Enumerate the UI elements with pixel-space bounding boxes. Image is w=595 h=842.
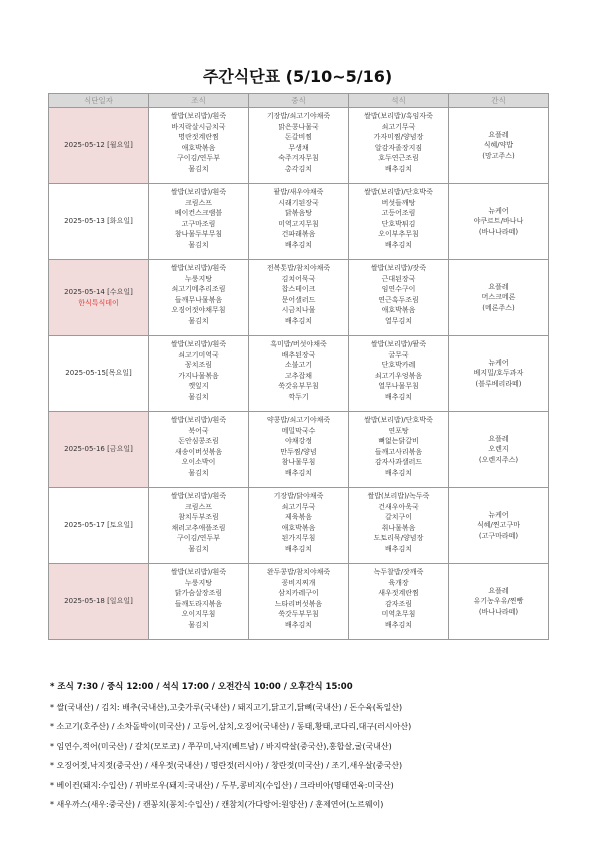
breakfast-item: 누룽지탕 — [184, 578, 213, 587]
breakfast-item: 크림스프 — [184, 198, 213, 207]
lunch-item: 전복톳밥/참치야채죽 — [266, 264, 331, 272]
lunch-item: 시금치나물 — [281, 306, 316, 315]
date-label: 2025-05-15[목요일] — [65, 369, 132, 378]
dinner-item: 감자사과샐러드 — [374, 458, 423, 467]
dinner-item: 녹두찰밥/잣깨죽 — [373, 568, 424, 576]
breakfast-item: 쌀밥(보리밥)/흰죽 — [170, 264, 227, 272]
lunch-item: 총각김치 — [284, 164, 313, 173]
header-dinner: 석식 — [349, 94, 449, 108]
lunch-cell — [249, 412, 349, 488]
snack-item: (망고주스) — [482, 151, 515, 160]
lunch-item: 배추김치 — [284, 544, 313, 553]
lunch-item: 쑥갓두부무침 — [278, 610, 319, 619]
lunch-item: 흑미밥/버섯야채죽 — [270, 340, 327, 348]
lunch-item: 기장밥/닭야채죽 — [273, 492, 324, 500]
dinner-cell — [349, 336, 449, 412]
dinner-item: 갈치구이 — [384, 513, 413, 522]
dinner-item: 알감자졸장지짐 — [374, 143, 423, 152]
origin-note: * 소고기(호주산) / 소차돌박이(미국산) / 고등어,삼치,오징어(국내산) / 동태,황태,코다리,대구(러시아산) — [50, 722, 412, 731]
dinner-item: 배추김치 — [384, 392, 413, 401]
snack-item: 요플레 — [488, 586, 509, 595]
breakfast-item: 고구마조림 — [181, 219, 216, 228]
snack-item: 뉴케어 — [488, 206, 509, 215]
snack-item: 머스크메론 — [481, 293, 516, 302]
breakfast-item: 쌀밥(보리밥)/흰죽 — [170, 340, 227, 348]
snack-item: 야쿠르트/바나나 — [473, 217, 524, 226]
lunch-item: 돈갈비찜 — [284, 133, 313, 142]
snack-cell — [449, 564, 549, 640]
snack-item: (오렌지주스) — [478, 455, 519, 464]
date-cell — [49, 260, 149, 336]
dinner-item: 단호박튀김 — [381, 219, 416, 228]
header-date: 식단일자 — [49, 94, 149, 108]
breakfast-item: 구이김/연두부 — [177, 534, 220, 543]
header-lunch: 중식 — [249, 94, 349, 108]
menu-table — [48, 93, 549, 640]
snack-item: 베지밀/호두과자 — [473, 369, 524, 378]
meal-time-note: * 조식 7:30 / 중식 12:00 / 석식 17:00 / 오전간식 10:00 / 오후간식 15:00 — [50, 682, 353, 692]
dinner-item: 고등어조림 — [381, 209, 416, 218]
snack-item: (바나나라떼) — [478, 227, 519, 236]
lunch-item: 배추김치 — [284, 620, 313, 629]
dinner-item: 근대된장국 — [381, 274, 416, 283]
snack-item: (메론주스) — [482, 303, 515, 312]
breakfast-item: 쇠고기미역국 — [178, 350, 219, 359]
lunch-item: 쇠고기무국 — [281, 502, 316, 511]
dinner-cell — [349, 260, 449, 336]
breakfast-item: 북어국 — [188, 426, 209, 435]
lunch-item: 메밀막국수 — [281, 426, 316, 435]
dinner-item: 단호박카레 — [381, 361, 416, 370]
dinner-item: 배추김치 — [384, 468, 413, 477]
breakfast-item: 쌀밥(보리밥)/흰죽 — [170, 568, 227, 576]
breakfast-item: 들깨도라지볶음 — [174, 599, 223, 608]
lunch-item: 맑은콩나물국 — [278, 122, 319, 131]
lunch-item: 문어샐러드 — [281, 295, 316, 304]
table-row — [49, 488, 549, 564]
dinner-item: 굴무국 — [388, 350, 409, 359]
breakfast-item: 오이지무침 — [181, 610, 216, 619]
breakfast-item: 물김치 — [188, 392, 209, 401]
lunch-item: 야채강정 — [284, 437, 313, 446]
breakfast-item: 들깨무나물볶음 — [174, 295, 223, 304]
breakfast-cell — [149, 184, 249, 260]
breakfast-item: 물김치 — [188, 164, 209, 173]
dinner-item: 연포탕 — [388, 426, 409, 435]
breakfast-item: 베이컨스크램블 — [174, 209, 223, 218]
breakfast-item: 물김치 — [188, 468, 209, 477]
lunch-item: 된가지무침 — [281, 534, 316, 543]
lunch-item: 약콩밥/쇠고기야채죽 — [266, 416, 331, 424]
table-row — [49, 564, 549, 640]
date-cell — [49, 488, 149, 564]
breakfast-item: 가지나물볶음 — [178, 371, 219, 380]
breakfast-item: 쌀밥(보리밥)/흰죽 — [170, 416, 227, 424]
breakfast-item: 채러고추애플조림 — [171, 523, 226, 532]
table-row — [49, 184, 549, 260]
dinner-item: 열무김치 — [384, 316, 413, 325]
date-cell — [49, 108, 149, 184]
breakfast-item: 깻잎지 — [188, 382, 209, 391]
date-label: 2025-05-12 [월요일] — [64, 141, 133, 150]
origin-note: * 새우까스(새우:중국산) / 캔꽁치(꽁치:수입산) / 캔참치(가다랑어:원양산) / 훈제연어(노르웨이) — [50, 800, 384, 809]
dinner-item: 임연수구이 — [381, 285, 416, 294]
dinner-item: 육개장 — [388, 578, 409, 587]
dinner-item: 쇠고기무국 — [381, 122, 416, 131]
date-label: 2025-05-14 [수요일] — [64, 287, 133, 296]
dinner-item: 버섯들깨탕 — [381, 198, 416, 207]
lunch-item: 애호박볶음 — [281, 523, 316, 532]
header-breakfast: 조식 — [149, 94, 249, 108]
breakfast-cell — [149, 412, 249, 488]
lunch-item: 제육볶음 — [284, 513, 313, 522]
lunch-item: 배추된장국 — [281, 350, 316, 359]
page-title: 주간식단표 (5/10~5/16) — [202, 67, 393, 86]
lunch-item: 꽁비지찌개 — [281, 578, 316, 587]
dinner-item: 쌀밥(보리밥)/흑임자죽 — [364, 112, 433, 120]
snack-item: (바나나라떼) — [478, 607, 519, 616]
date-label: 2025-05-18 [일요일] — [64, 597, 133, 606]
breakfast-item: 바지락살시금치국 — [171, 122, 226, 131]
snack-cell — [449, 488, 549, 564]
dinner-item: 호두연근조림 — [378, 154, 419, 163]
snack-cell — [449, 260, 549, 336]
snack-cell — [449, 108, 549, 184]
dinner-item: 새우젓계란찜 — [378, 589, 419, 598]
dinner-item: 쌀밥(보리밥)/잣죽 — [370, 264, 427, 272]
breakfast-item: 누룽지탕 — [184, 274, 213, 283]
breakfast-item: 물김치 — [188, 544, 209, 553]
breakfast-cell — [149, 108, 249, 184]
breakfast-item: 쇠고기메추리조림 — [171, 285, 226, 294]
lunch-item: 김치어묵국 — [281, 274, 316, 283]
breakfast-item: 참나물두부무침 — [174, 230, 223, 239]
dinner-item: 오이부추무침 — [378, 230, 419, 239]
lunch-item: 쑥갓유부무침 — [278, 382, 319, 391]
snack-item: 요플레 — [488, 130, 509, 139]
snack-item: (블루베리라떼) — [475, 379, 522, 388]
table-row — [49, 260, 549, 336]
header-snack: 간식 — [449, 94, 549, 108]
snack-item: 식혜/약밥 — [483, 141, 514, 150]
lunch-cell — [249, 336, 349, 412]
lunch-item: 찹스테이크 — [281, 285, 316, 294]
lunch-item: 숙주겨자무침 — [278, 154, 319, 163]
snack-item: 뉴케어 — [488, 358, 509, 367]
lunch-item: 무생채 — [288, 143, 309, 152]
breakfast-item: 돈안심콩조림 — [178, 437, 219, 446]
breakfast-cell — [149, 336, 249, 412]
lunch-item: 배추김치 — [284, 240, 313, 249]
breakfast-cell — [149, 488, 249, 564]
origin-note: * 임연수,적어(미국산) / 갈치(모로코) / 쭈꾸미,낙지(베트남) / 바지락살(중국산),홍합살,굴(국내산) — [50, 741, 392, 751]
lunch-cell — [249, 488, 349, 564]
lunch-item: 완두콩밥/참치야채죽 — [266, 568, 331, 576]
breakfast-item: 닭가슴살장조림 — [174, 589, 223, 598]
origin-note: * 베이컨(돼지:수입산) / 뀌바로우(돼지:국내산) / 두부,콩비지(수입산) / 크라비아(명태연육:미국산) — [50, 780, 394, 790]
dinner-item: 미역초무침 — [381, 610, 416, 619]
lunch-cell — [249, 108, 349, 184]
dinner-item: 가자미찜/양념장 — [373, 133, 424, 142]
snack-item: 요플레 — [488, 282, 509, 291]
date-label: 2025-05-17 [토요일] — [64, 521, 133, 530]
breakfast-cell — [149, 564, 249, 640]
lunch-cell — [249, 184, 349, 260]
dinner-item: 도토리묵/양념장 — [373, 534, 424, 543]
snack-item: 뉴케어 — [488, 510, 509, 519]
notes-section — [50, 678, 570, 815]
lunch-item: 만두찜/양념 — [280, 447, 317, 456]
lunch-item: 팥밥/새우야채죽 — [273, 188, 324, 196]
snack-item: 오렌지 — [488, 445, 509, 454]
breakfast-item: 명란젓계란찜 — [178, 133, 219, 142]
snack-cell — [449, 184, 549, 260]
table-row — [49, 412, 549, 488]
breakfast-item: 오징어젓야채무침 — [171, 306, 226, 315]
breakfast-item: 오이소박이 — [181, 458, 216, 467]
dinner-item: 배추김치 — [384, 164, 413, 173]
breakfast-item: 쌀밥(보리밥)/흰죽 — [170, 112, 227, 120]
lunch-item: 참나물무침 — [281, 458, 316, 467]
dinner-item: 배추김치 — [384, 240, 413, 249]
lunch-item: 삼치카레구이 — [278, 589, 319, 598]
lunch-item: 배추김치 — [284, 468, 313, 477]
dinner-item: 쌀밥(보리밥)/단호박죽 — [364, 416, 433, 424]
snack-item: 유기농우유/찐빵 — [473, 597, 524, 606]
date-cell — [49, 564, 149, 640]
lunch-item: 배추김치 — [284, 316, 313, 325]
table-row — [49, 108, 549, 184]
special-day-label: 한식특식데이 — [78, 298, 119, 307]
lunch-item: 느타리버섯볶음 — [274, 599, 323, 608]
lunch-item: 닭볶음탕 — [284, 209, 313, 218]
dinner-item: 쌀밥(보리밥)/팥죽 — [370, 340, 427, 348]
dinner-cell — [349, 184, 449, 260]
dinner-item: 배추김치 — [384, 620, 413, 629]
lunch-cell — [249, 260, 349, 336]
date-cell — [49, 184, 149, 260]
origin-note: * 오징어젓,낙지젓(중국산) / 새우젓(국내산) / 명란젓(러시아) / 창란젓(미국산) / 조기,새우살(중국산) — [50, 761, 403, 770]
breakfast-item: 물김치 — [188, 620, 209, 629]
lunch-item: 소불고기 — [284, 361, 313, 370]
date-cell — [49, 336, 149, 412]
dinner-item: 취나물볶음 — [381, 523, 416, 532]
dinner-cell — [349, 108, 449, 184]
snack-cell — [449, 336, 549, 412]
lunch-item: 기장밥/쇠고기야채죽 — [266, 112, 331, 120]
dinner-item: 건새우아욱국 — [378, 502, 419, 511]
lunch-item: 시래기된장국 — [278, 198, 319, 207]
dinner-item: 연근흑두조림 — [378, 295, 419, 304]
dinner-item: 쇠고기우엉볶음 — [374, 371, 423, 380]
dinner-cell — [349, 488, 449, 564]
breakfast-item: 참치두부조림 — [178, 513, 219, 522]
dinner-item: 열무나물무침 — [378, 382, 419, 391]
snack-item: (고구마라떼) — [478, 531, 519, 540]
header-row — [49, 94, 549, 108]
menu-body — [49, 108, 549, 640]
snack-cell — [449, 412, 549, 488]
dinner-item: 애호박볶음 — [381, 306, 416, 315]
lunch-item: 깍두기 — [288, 392, 309, 401]
dinner-item: 쌀밥(보리밥)/단호박죽 — [364, 188, 433, 196]
date-cell — [49, 412, 149, 488]
breakfast-item: 꽁치조림 — [184, 361, 213, 370]
lunch-item: 건파래볶음 — [281, 230, 316, 239]
origin-note: * 쌀(국내산) / 김치: 배추(국내산),고춧가루(국내산) / 돼지고기,닭고기,닭뼈(국내산) / 돈수육(독일산) — [50, 702, 403, 712]
date-label: 2025-05-13 [화요일] — [64, 217, 133, 226]
dinner-item: 들깨고사리볶음 — [374, 447, 423, 456]
dinner-item: 감자조림 — [384, 599, 413, 608]
lunch-item: 미역고지무침 — [278, 219, 319, 228]
breakfast-item: 새송이버섯볶음 — [174, 447, 223, 456]
breakfast-item: 물김치 — [188, 316, 209, 325]
lunch-cell — [249, 564, 349, 640]
breakfast-item: 쌀밥(보리밥)/흰죽 — [170, 188, 227, 196]
dinner-item: 쌀밥(보리밥)/녹두죽 — [367, 492, 430, 500]
snack-item: 요플레 — [488, 434, 509, 443]
dinner-cell — [349, 564, 449, 640]
date-label: 2025-05-16 [금요일] — [64, 445, 133, 454]
dinner-item: 뼈없는닭갈비 — [378, 437, 419, 446]
breakfast-item: 애호박볶음 — [181, 143, 216, 152]
lunch-item: 고추잡채 — [284, 371, 313, 380]
snack-item: 식혜/찐고구마 — [477, 521, 520, 530]
breakfast-item: 물김치 — [188, 240, 209, 249]
dinner-cell — [349, 412, 449, 488]
breakfast-cell — [149, 260, 249, 336]
breakfast-item: 쌀밥(보리밥)/흰죽 — [170, 492, 227, 500]
dinner-item: 배추김치 — [384, 544, 413, 553]
table-row — [49, 336, 549, 412]
breakfast-item: 크림스프 — [184, 502, 213, 511]
breakfast-item: 구이김/연두부 — [177, 154, 220, 163]
